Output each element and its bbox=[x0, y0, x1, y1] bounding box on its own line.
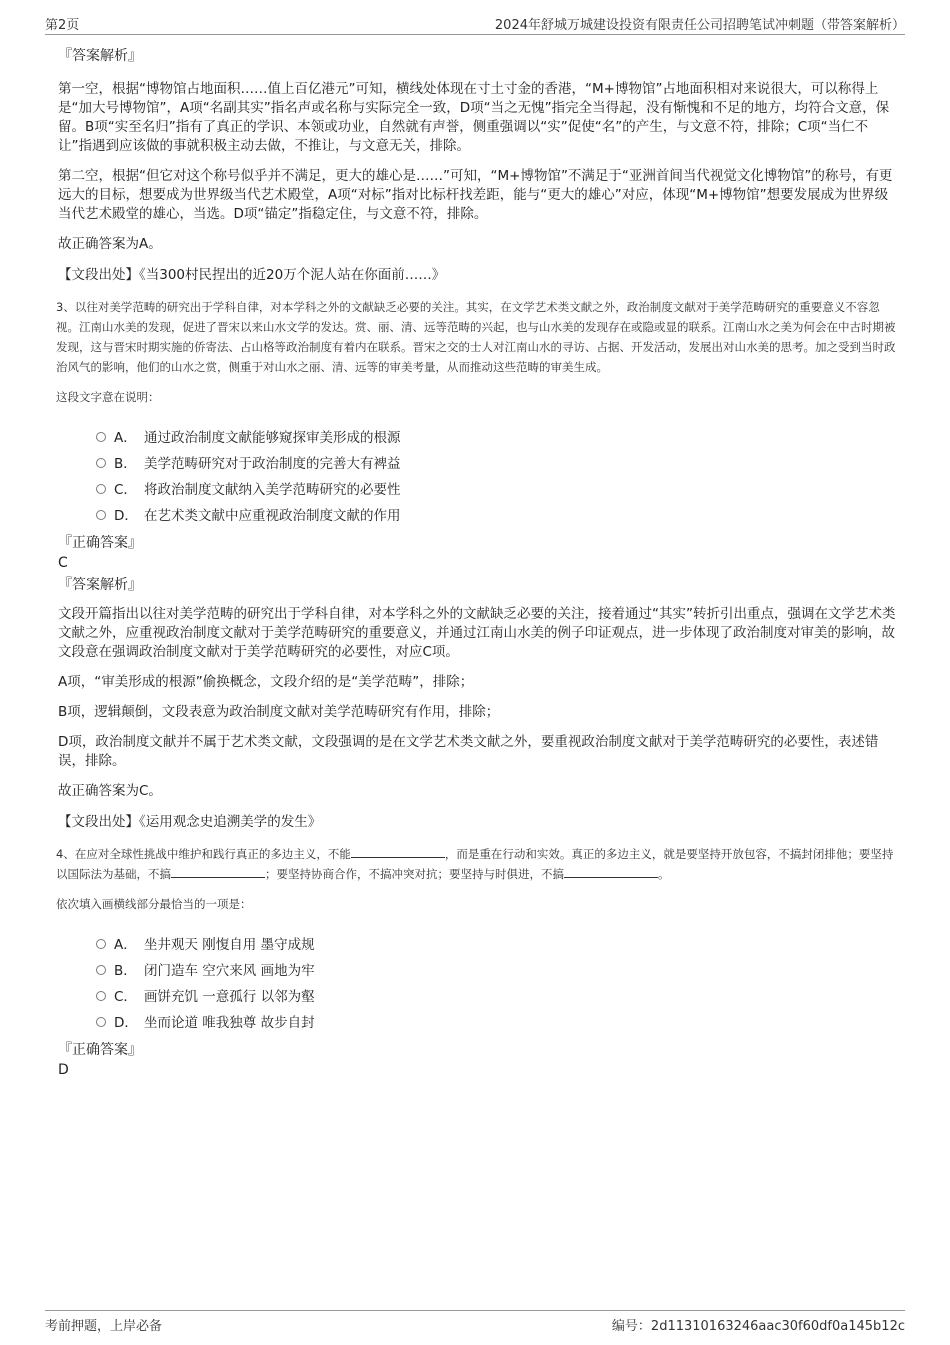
analysis-paragraph: 文段开篇指出以往对美学范畴的研究出于学科自律，对本学科之外的文献缺乏必要的关注，接着通过“其实”转折引出重点，强调在文学艺术类文献之外，应重视政治制度文献对于美学范畴研究的重要意义，并通过江南山水美的例子印证观点，进一步体现了政治制度对审美的影响，故文段意在强调政治制度文献对于美学范畴研究的必要性，对应C项。 bbox=[58, 606, 896, 660]
fill-blank bbox=[351, 845, 445, 858]
answer-analysis-label: 『答案解析』 bbox=[58, 577, 142, 593]
option-b[interactable]: B． 闭门造车 空穴来风 画地为牢 bbox=[96, 958, 898, 984]
analysis-paragraph: 第一空，根据“博物馆占地面积……值上百亿港元”可知，横线处体现在寸土寸金的香港，“M+博物馆”占地面积相对来说很大，可以称得上是“加大号博物馆”，A项“名副其实”指名声或名称与实际完全一致，D项“当之无愧”指完全当得起，没有惭愧和不足的地方，均符合文意，保留。B项“实至名归”指有了真正的学识、本领或功业，自然就有声誉，侧重强调以“实”促使“名”的产生，与文意不符，排除；C项“当仁不让”指遇到应该做的事就积极主动去做，不推让，与文意无关，排除。 bbox=[58, 81, 890, 154]
radio-icon[interactable] bbox=[96, 1017, 106, 1027]
analysis-paragraph: D项，政治制度文献并不属于艺术类文献，文段强调的是在文学艺术类文献之外，要重视政治制度文献对于美学范畴研究的必要性，表述错误，排除。 bbox=[58, 734, 879, 769]
correct-answer: C bbox=[58, 555, 68, 571]
question-4-prompt: 依次填入画横线部分最恰当的一项是： bbox=[56, 897, 252, 911]
analysis-conclusion: 故正确答案为A。 bbox=[58, 236, 162, 252]
radio-icon[interactable] bbox=[96, 991, 106, 1001]
option-c[interactable]: C． 画饼充饥 一意孤行 以邻为壑 bbox=[96, 984, 898, 1010]
passage-source: 【文段出处】《运用观念史追溯美学的发生》 bbox=[58, 814, 322, 830]
question-4-stem: 4、在应对全球性挑战中维护和践行真正的多边主义，不能 ，而是重在行动和实效。真正的多边主义，就是要坚持开放包容，不搞封闭排他；要坚持以国际法为基础，不搞 ；要坚持协商合作，不搞冲突对抗；要坚持与时俱进，不搞 。 bbox=[56, 847, 894, 881]
passage-source: 【文段出处】《当300村民捏出的近20万个泥人站在你面前……》 bbox=[58, 267, 446, 283]
analysis-paragraph: 第二空，根据“但它对这个称号似乎并不满足，更大的雄心是……”可知，“M+博物馆”不满足于“亚洲首间当代视觉文化博物馆”的称号，有更远大的目标，想要成为世界级当代艺术殿堂，A项“对标”指对比标杆找差距，能与“更大的雄心”对应，体现“M+博物馆”想要发展成为世界级当代艺术殿堂的雄心，当选。D项“锚定”指稳定住，与文意不符，排除。 bbox=[58, 168, 893, 222]
option-d[interactable]: D． 坐而论道 唯我独尊 故步自封 bbox=[96, 1010, 898, 1036]
option-b[interactable]: B． 美学范畴研究对于政治制度的完善大有裨益 bbox=[96, 451, 898, 477]
page-header bbox=[45, 14, 905, 35]
radio-icon[interactable] bbox=[96, 939, 106, 949]
question-3-options bbox=[96, 425, 898, 529]
correct-answer-label: 『正确答案』 bbox=[58, 535, 142, 551]
correct-answer-label: 『正确答案』 bbox=[58, 1042, 142, 1058]
page-footer bbox=[45, 1310, 905, 1334]
question-3-stem: 3、以往对美学范畴的研究出于学科自律，对本学科之外的文献缺乏必要的关注。其实，在文学艺术类文献之外，政治制度文献对于美学范畴研究的重要意义不容忽视。江南山水美的发现，促进了晋宋以来山水文学的发达。赏、丽、清、远等范畴的兴起，也与山水美的发现存在或隐或显的联系。江南山水之美为何会在中古时期被发现，这与晋宋时期实施的侨寄法、占山格等政治制度有着内在联系。晋宋之交的士人对江南山水的寻访、占据、开发活动，发展出对山水美的思考。加之受到当时政治风气的影响，他们的山水之赏，侧重于对山水之丽、清、远等的审美考量，从而推动这些范畴的审美生成。 bbox=[56, 300, 896, 374]
page-number: 第2页 bbox=[45, 18, 80, 33]
fill-blank bbox=[171, 865, 265, 878]
option-a[interactable]: A． 通过政治制度文献能够窥探审美形成的根源 bbox=[96, 425, 898, 451]
answer-analysis-label: 『答案解析』 bbox=[58, 48, 142, 64]
analysis-conclusion: 故正确答案为C。 bbox=[58, 783, 162, 799]
radio-icon[interactable] bbox=[96, 484, 106, 494]
question-4-options bbox=[96, 932, 898, 1036]
option-d[interactable]: D． 在艺术类文献中应重视政治制度文献的作用 bbox=[96, 503, 898, 529]
correct-answer: D bbox=[58, 1062, 69, 1078]
fill-blank bbox=[564, 865, 658, 878]
radio-icon[interactable] bbox=[96, 965, 106, 975]
document-title: 2024年舒城万城建设投资有限责任公司招聘笔试冲刺题（带答案解析） bbox=[494, 18, 905, 33]
footer-slogan: 考前押题，上岸必备 bbox=[45, 1319, 163, 1334]
document-code: 编号：2d11310163246aac30f60df0a145b12c bbox=[611, 1319, 905, 1334]
option-a[interactable]: A． 坐井观天 刚愎自用 墨守成规 bbox=[96, 932, 898, 958]
document-body bbox=[58, 46, 898, 1082]
question-3-prompt: 这段文字意在说明： bbox=[56, 390, 160, 404]
radio-icon[interactable] bbox=[96, 432, 106, 442]
analysis-paragraph: A项，“审美形成的根源”偷换概念，文段介绍的是“美学范畴”，排除； bbox=[58, 674, 474, 690]
radio-icon[interactable] bbox=[96, 458, 106, 468]
analysis-paragraph: B项，逻辑颠倒，文段表意为政治制度文献对美学范畴研究有作用，排除； bbox=[58, 704, 500, 720]
option-c[interactable]: C． 将政治制度文献纳入美学范畴研究的必要性 bbox=[96, 477, 898, 503]
radio-icon[interactable] bbox=[96, 510, 106, 520]
